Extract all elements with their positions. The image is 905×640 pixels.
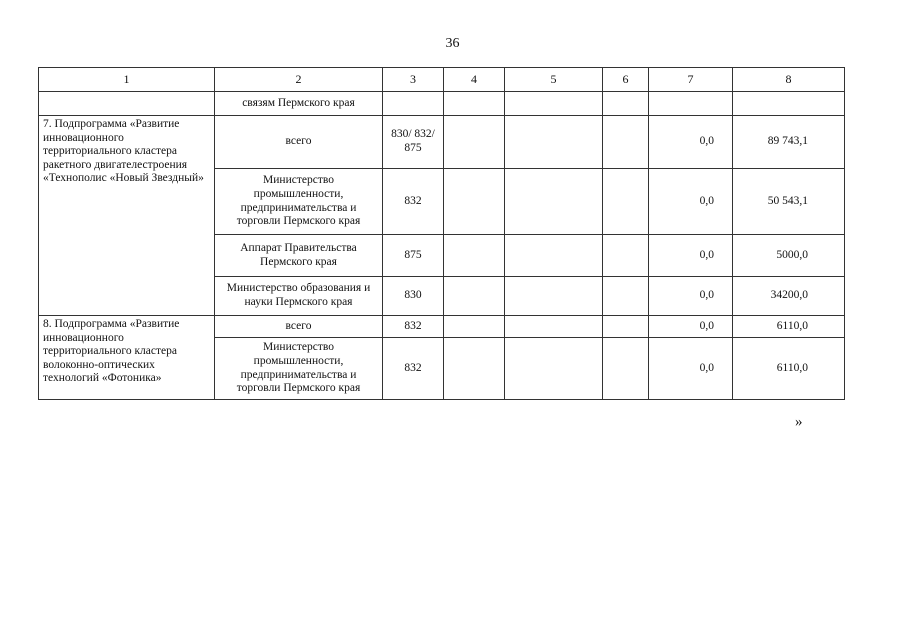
table-row xyxy=(39,116,845,169)
code-cell: 830/ 832/ 875 xyxy=(383,116,444,169)
department-cell: Министерство образования и науки Пермского края xyxy=(215,277,383,316)
table-cell xyxy=(444,116,505,169)
value-cell: 0,0 xyxy=(649,169,733,235)
table-cell xyxy=(603,338,649,400)
department-cell: всего xyxy=(215,316,383,338)
page-number: 36 xyxy=(445,36,460,51)
table-cell xyxy=(649,92,733,116)
table-cell xyxy=(603,169,649,235)
header-cell: 5 xyxy=(505,68,603,92)
amount-cell: 6110,0 xyxy=(733,338,845,400)
table-cell xyxy=(444,92,505,116)
code-cell: 832 xyxy=(383,338,444,400)
table-cell xyxy=(444,316,505,338)
table-cell xyxy=(444,277,505,316)
table-cell xyxy=(603,92,649,116)
table-cell xyxy=(505,92,603,116)
department-cell: Министерство промышленности, предпринимательства и торговли Пермского края xyxy=(215,338,383,400)
budget-table xyxy=(38,67,845,400)
value-cell: 0,0 xyxy=(649,316,733,338)
program-title: 8. Подпрограмма «Развитие инновационного территориального кластера волоконно-оптических технологий «Фотоника» xyxy=(39,316,215,400)
code-cell: 832 xyxy=(383,316,444,338)
department-cell: Министерство промышленности, предпринимательства и торговли Пермского края xyxy=(215,169,383,235)
value-cell: 0,0 xyxy=(649,338,733,400)
value-cell: 0,0 xyxy=(649,235,733,277)
table-cell xyxy=(444,235,505,277)
header-cell: 1 xyxy=(39,68,215,92)
table-row xyxy=(39,92,845,116)
amount-cell: 6110,0 xyxy=(733,316,845,338)
table-row xyxy=(39,316,845,338)
table-cell xyxy=(444,338,505,400)
table-cell xyxy=(505,235,603,277)
header-cell: 6 xyxy=(603,68,649,92)
header-cell: 7 xyxy=(649,68,733,92)
continuation-cell: связям Пермского края xyxy=(215,92,383,116)
department-cell: всего xyxy=(215,116,383,169)
header-cell: 3 xyxy=(383,68,444,92)
amount-cell: 34200,0 xyxy=(733,277,845,316)
table-cell xyxy=(444,169,505,235)
table-cell xyxy=(603,116,649,169)
table-cell xyxy=(383,92,444,116)
table-cell xyxy=(603,277,649,316)
table-cell xyxy=(505,277,603,316)
table-cell xyxy=(603,316,649,338)
department-cell: Аппарат Правительства Пермского края xyxy=(215,235,383,277)
table-cell xyxy=(505,338,603,400)
header-cell: 2 xyxy=(215,68,383,92)
header-row xyxy=(39,68,845,92)
amount-cell: 89 743,1 xyxy=(733,116,845,169)
value-cell: 0,0 xyxy=(649,277,733,316)
code-cell: 830 xyxy=(383,277,444,316)
table-cell xyxy=(733,92,845,116)
table-cell xyxy=(505,316,603,338)
closing-quote-mark: » xyxy=(795,414,803,430)
table-cell xyxy=(39,92,215,116)
table-cell xyxy=(505,169,603,235)
value-cell: 0,0 xyxy=(649,116,733,169)
program-title: 7. Подпрограмма «Развитие инновационного территориального кластера ракетного двигателестроения «Технополис «Новый Звездный» xyxy=(39,116,215,316)
amount-cell: 5000,0 xyxy=(733,235,845,277)
table-cell xyxy=(603,235,649,277)
header-cell: 8 xyxy=(733,68,845,92)
amount-cell: 50 543,1 xyxy=(733,169,845,235)
header-cell: 4 xyxy=(444,68,505,92)
code-cell: 875 xyxy=(383,235,444,277)
table-cell xyxy=(505,116,603,169)
code-cell: 832 xyxy=(383,169,444,235)
